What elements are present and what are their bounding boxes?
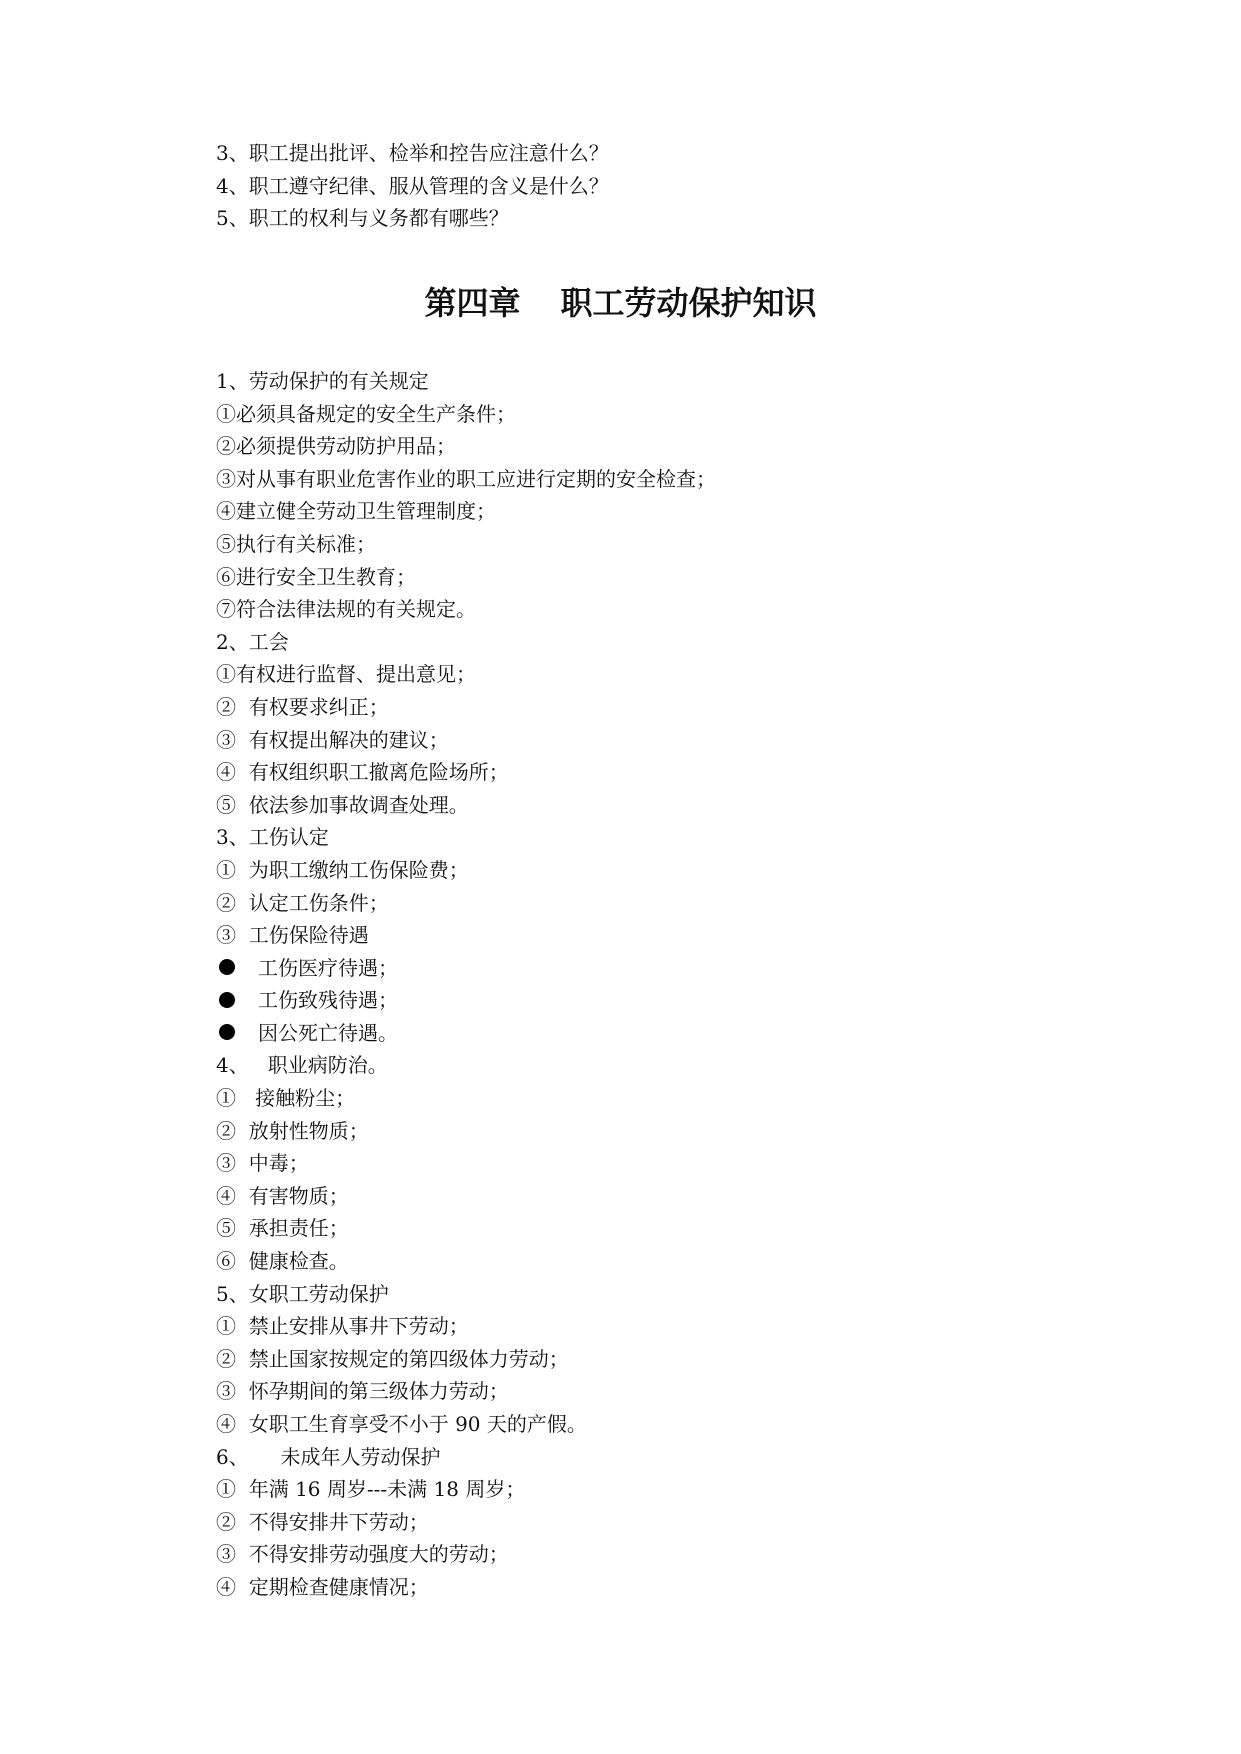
- list-item: ④ 女职工生育享受不小于 90 天的产假。: [216, 1412, 587, 1436]
- chapter-number: 第四章: [424, 284, 521, 322]
- list-item: ⑥进行安全卫生教育；: [216, 564, 416, 589]
- bullet-dot-icon: [219, 992, 235, 1008]
- list-item: ② 有权要求纠正；: [216, 694, 389, 719]
- list-item: ② 禁止国家按规定的第四级体力劳动；: [216, 1346, 569, 1371]
- list-item: ④ 定期检查健康情况；: [216, 1574, 429, 1599]
- question-line: 5、职工的权利与义务都有哪些？: [216, 206, 509, 231]
- review-questions: [216, 137, 1116, 235]
- list-item: ③ 有权提出解决的建议；: [216, 727, 449, 752]
- list-item: ①必须具备规定的安全生产条件；: [216, 401, 516, 426]
- chapter-title: 职工劳动保护知识: [560, 284, 817, 322]
- bullet-dot-icon: [219, 1024, 235, 1040]
- list-item: ①有权进行监督、提出意见；: [216, 662, 476, 687]
- bullet-item: [216, 952, 1116, 985]
- list-item: ⑦符合法律法规的有关规定。: [216, 597, 476, 622]
- section-heading: 6、 未成年人劳动保护: [216, 1444, 441, 1469]
- bullet-item: [216, 1017, 1116, 1050]
- list-item: ② 不得安排井下劳动；: [216, 1509, 429, 1534]
- list-item: ③ 怀孕期间的第三级体力劳动；: [216, 1379, 509, 1404]
- bullet-dot-icon: [219, 959, 235, 975]
- section-heading: 1、劳动保护的有关规定: [216, 369, 429, 393]
- list-item: ① 接触粉尘；: [216, 1086, 356, 1111]
- list-item: ④ 有害物质；: [216, 1183, 349, 1208]
- list-item: ②必须提供劳动防护用品；: [216, 434, 456, 459]
- list-item: ① 禁止安排从事井下劳动；: [216, 1314, 469, 1339]
- list-item: ③ 不得安排劳动强度大的劳动；: [216, 1542, 509, 1567]
- section-heading: 3、工伤认定: [216, 825, 329, 850]
- section-heading: 2、工会: [216, 629, 289, 654]
- section-heading: 4、 职业病防治。: [216, 1053, 388, 1078]
- list-item: ② 认定工伤条件；: [216, 890, 389, 915]
- list-item: ③ 中毒；: [216, 1151, 309, 1176]
- list-item: ④建立健全劳动卫生管理制度；: [216, 499, 496, 524]
- list-item: ⑤ 依法参加事故调查处理。: [216, 792, 469, 817]
- bullet-text: 工伤医疗待遇；: [258, 955, 398, 980]
- bullet-text: 因公死亡待遇。: [258, 1020, 398, 1045]
- list-item: ② 放射性物质；: [216, 1118, 369, 1143]
- question-line: 3、职工提出批评、检举和控告应注意什么？: [216, 141, 609, 165]
- list-item: ⑤执行有关标准；: [216, 531, 376, 556]
- list-item: ① 年满 16 周岁---未满 18 周岁；: [216, 1477, 526, 1502]
- chapter-body: [216, 365, 1116, 1604]
- list-item: ③对从事有职业危害作业的职工应进行定期的安全检查；: [216, 466, 716, 491]
- list-item: ① 为职工缴纳工伤保险费；: [216, 857, 469, 882]
- question-line: 4、职工遵守纪律、服从管理的含义是什么？: [216, 173, 609, 198]
- section-heading: 5、女职工劳动保护: [216, 1281, 389, 1306]
- list-item: ③ 工伤保险待遇: [216, 923, 369, 948]
- bullet-item: [216, 984, 1116, 1017]
- list-item: ⑤ 承担责任；: [216, 1216, 349, 1241]
- list-item: ④ 有权组织职工撤离危险场所；: [216, 760, 509, 785]
- list-item: ⑥ 健康检查。: [216, 1249, 349, 1274]
- bullet-text: 工伤致残待遇；: [258, 988, 398, 1013]
- chapter-heading: [0, 278, 1241, 324]
